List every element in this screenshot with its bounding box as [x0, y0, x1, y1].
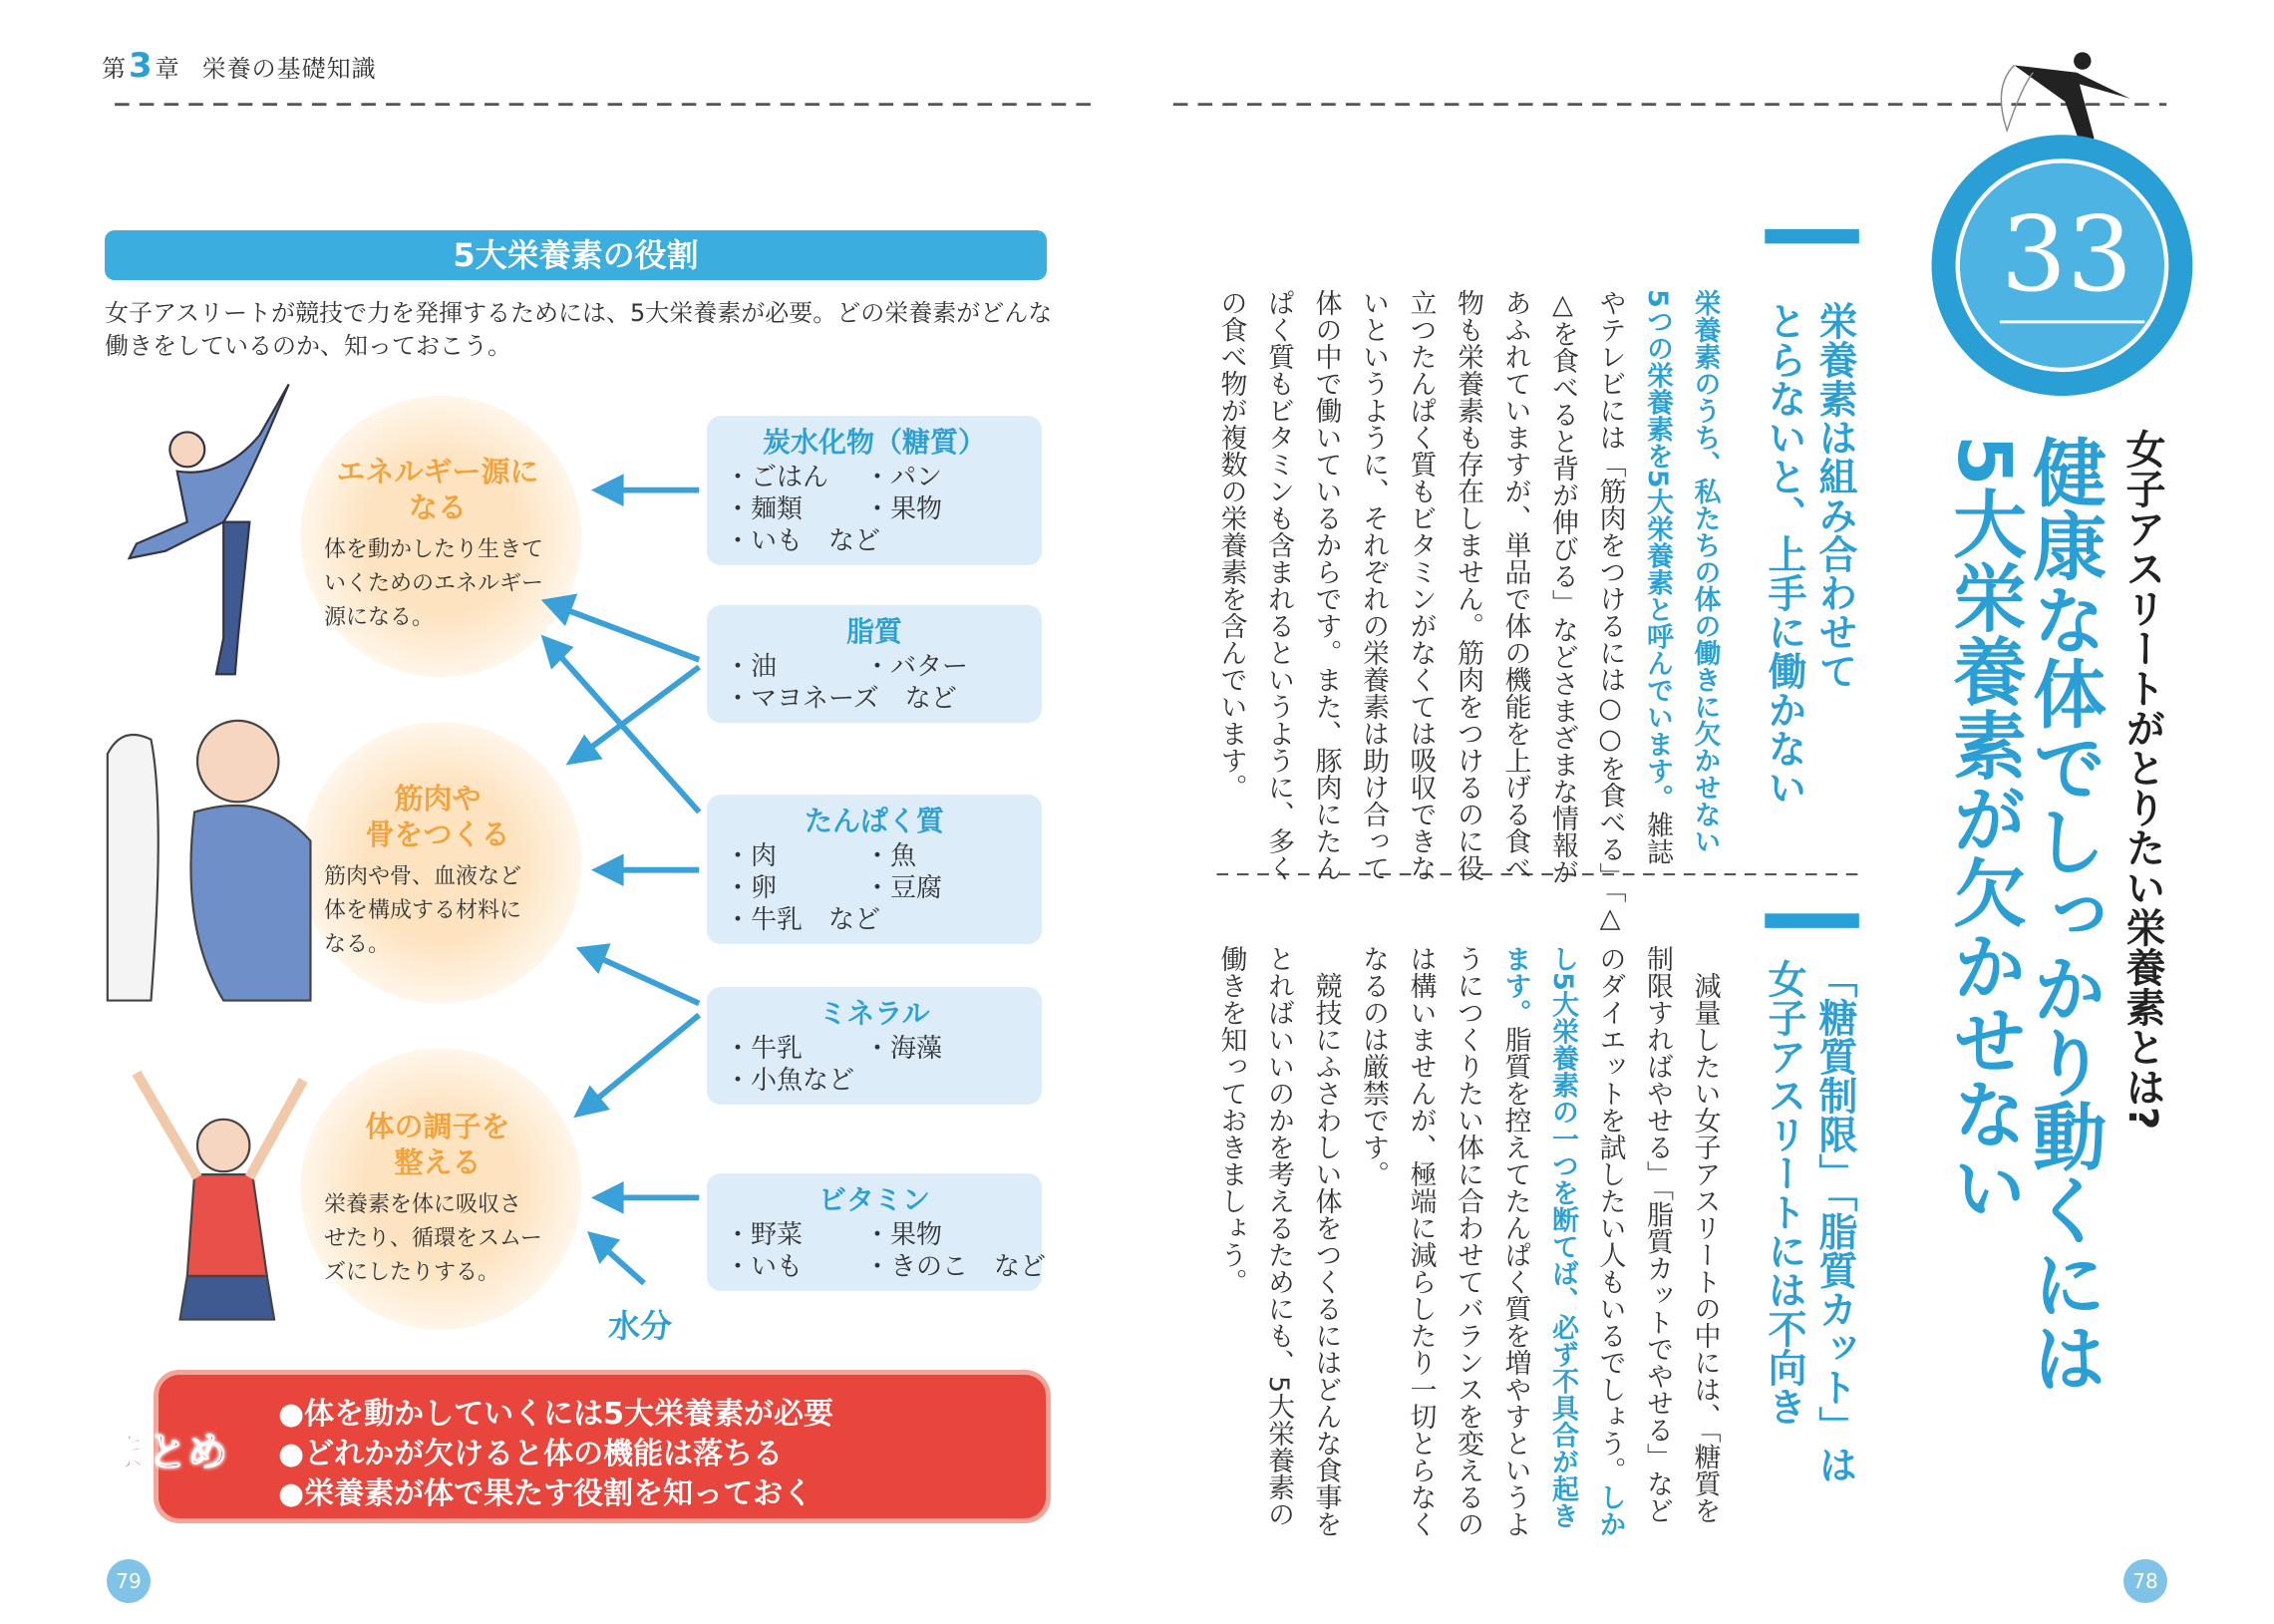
body-text-2 — [1207, 945, 1729, 1537]
page-title-line: 5大栄養素が欠かせない — [1941, 435, 2027, 1224]
role-description-line: いくためのエネルギー — [324, 571, 544, 596]
body-line — [1539, 945, 1587, 1537]
body-text: のダイエットを試したい人もいるでしょう。 — [1594, 945, 1626, 1483]
body-line — [1350, 945, 1398, 1537]
body-line — [1634, 289, 1682, 934]
nutrient-food-row — [725, 462, 1024, 493]
summary-box — [154, 1370, 1051, 1523]
body-line — [1302, 289, 1350, 934]
body-text: 体の中で働いているからです。また、豚肉にたん — [1310, 289, 1342, 881]
food-item: ・いも — [725, 1252, 804, 1282]
food-item: ・マヨネーズ など — [725, 684, 957, 714]
food-item: ・卵 — [725, 873, 778, 903]
nutrient-food-row — [725, 493, 1024, 525]
body-text: あふれていますが、単品で体の機能を上げる食べ — [1499, 289, 1531, 881]
nutrient-food-row — [725, 1065, 1024, 1097]
body-text: 働きを知っておきましょう。 — [1215, 945, 1247, 1295]
heading-bar-1 — [1765, 229, 1859, 244]
role-description-line: 栄養素を体に吸収さ — [324, 1192, 522, 1217]
water-label: 水分 — [608, 1307, 673, 1345]
summary-point: ●どれかが欠けると体の機能は落ちる — [278, 1437, 784, 1471]
body-text: とればいいのかを考えるためにも、5大栄養素の — [1263, 945, 1294, 1528]
body-text-1 — [1207, 289, 1729, 934]
summary-label: まとめ — [108, 1430, 227, 1475]
nutrient-food-row — [725, 683, 1024, 715]
emphasis-text: し5大栄養素の一つを断てば、必ず不具合が起き — [1547, 945, 1578, 1529]
nutrient-name: 炭水化物（糖質） — [762, 426, 986, 459]
body-line — [1207, 945, 1255, 1537]
role-title-line: エネルギー源に — [336, 455, 539, 488]
heading-line: 栄養素は組み合わせて — [1812, 301, 1857, 690]
body-text: なるのは厳禁です。 — [1358, 945, 1389, 1187]
role-title — [318, 781, 557, 852]
body-line — [1350, 289, 1398, 934]
nutrient-box — [707, 605, 1042, 723]
chapter-prefix: 第 — [102, 55, 127, 83]
body-text: 物も栄養素も存在しません。筋肉をつけるのに役 — [1453, 289, 1483, 881]
nutrient-food-row — [725, 1251, 1047, 1283]
body-line — [1491, 945, 1539, 1537]
body-line — [1681, 289, 1729, 934]
summary-point: ●栄養素が体で果たす役割を知っておく — [278, 1476, 813, 1511]
summary-point: ●体を動かしていくには5大栄養素が必要 — [278, 1397, 834, 1432]
body-line — [1586, 289, 1634, 934]
nutrient-name: ビタミン — [817, 1183, 930, 1216]
emphasis-text: 栄養素のうち、私たちの体の働きに欠かせない — [1689, 289, 1721, 854]
body-line — [1255, 945, 1303, 1537]
section-title-bar: 5大栄養素の役割 — [105, 230, 1047, 280]
role-description-line: せたり、循環をスムー — [324, 1226, 542, 1251]
role-description-line: 源になる。 — [324, 605, 435, 630]
body-text: ぱく質もビタミンも含まれるというように、多く — [1263, 289, 1294, 881]
body-line — [1397, 945, 1445, 1537]
body-text: 脂質を控えてたんぱく質を増やすというよ — [1499, 1026, 1531, 1537]
heading-2 — [1759, 959, 1860, 1484]
nutrient-food-row — [725, 904, 1024, 936]
page-title-line: 健康な体でしっかり動くには — [2021, 435, 2107, 1394]
food-item: ・魚 — [864, 841, 917, 871]
food-item: ・牛乳 — [725, 1034, 804, 1064]
food-item: ・いも など — [725, 526, 881, 556]
role-title-line: 整える — [394, 1145, 482, 1179]
nutrient-name: たんぱく質 — [804, 805, 944, 837]
nutrient-box — [707, 1173, 1047, 1291]
role-title-line: 筋肉や — [394, 782, 482, 815]
page-title — [1941, 435, 2107, 1394]
chapter-header — [102, 46, 377, 86]
emphasis-text: 5つの栄養素を5大栄養素と呼んでいます。 — [1642, 289, 1673, 812]
emphasis-text: ます。 — [1499, 945, 1531, 1026]
skater-illustration — [130, 384, 289, 674]
role-title — [318, 454, 557, 525]
nutrient-box — [707, 795, 1042, 944]
chapter-number: 3 — [129, 46, 154, 86]
food-item: ・海藻 — [864, 1034, 943, 1064]
food-item: ・果物 — [864, 1220, 943, 1250]
body-line — [1539, 289, 1587, 934]
body-text: △を食べると背が伸びる」などさまざまな情報が — [1547, 289, 1578, 885]
page-number-left: 79 — [107, 1559, 151, 1603]
food-item: ・ごはん — [725, 463, 829, 492]
body-line — [1681, 945, 1729, 1537]
body-line — [1397, 289, 1445, 934]
nutrient-box — [707, 416, 1042, 565]
food-item: ・バター — [864, 652, 969, 682]
body-text: 立つたんぱく質もビタミンがなくては吸収できな — [1405, 289, 1437, 881]
nutrient-box — [707, 987, 1042, 1105]
role-title-line: なる — [408, 490, 467, 524]
body-text: は構いませんが、極端に減らしたり一切とらなく — [1405, 945, 1437, 1537]
body-line — [1445, 289, 1492, 934]
nutrient-food-row — [725, 1219, 1024, 1251]
role-description-line: ズにしたりする。 — [324, 1260, 500, 1285]
body-line — [1491, 289, 1539, 934]
page-subtitle: 女子アスリートがとりたい栄養素とは? — [2119, 429, 2165, 1131]
intro-text: 女子アスリートが競技で力を発揮するためには、5大栄養素が必要。どの栄養素がどんな働きをしているのか、知っておこう。 — [105, 299, 1053, 360]
cheering-athlete-illustration — [137, 1073, 303, 1319]
food-item: ・野菜 — [725, 1220, 804, 1250]
body-line — [1255, 289, 1303, 934]
heading-1 — [1759, 301, 1860, 807]
body-line — [1302, 945, 1350, 1537]
nutrient-food-row — [725, 651, 1024, 683]
nutrient-name: 脂質 — [845, 615, 902, 648]
body-text: 雑誌 — [1642, 811, 1673, 865]
food-item: ・豆腐 — [864, 873, 943, 903]
body-text: やテレビには「筋肉をつけるには○○を食べる」「△ — [1594, 289, 1626, 934]
chapter-suffix: 章 — [155, 55, 180, 83]
food-item: ・きのこ など — [864, 1252, 1047, 1282]
food-item: ・小魚など — [725, 1066, 855, 1096]
heading-line: 女子アスリートには不向き — [1762, 959, 1806, 1426]
role-description-line: 体を構成する材料に — [324, 898, 522, 923]
chapter-title: 栄養の基礎知識 — [201, 55, 377, 83]
body-line — [1586, 945, 1634, 1537]
body-line — [1634, 945, 1682, 1537]
role-description — [324, 533, 563, 635]
role-title — [318, 1109, 557, 1180]
heading-line: 「糖質制限」「脂質カット」は — [1812, 959, 1857, 1484]
body-text: の食べ物が複数の栄養素を含んでいます。 — [1215, 289, 1247, 801]
body-line — [1445, 945, 1492, 1537]
role-description-line: 筋肉や骨、血液など — [324, 864, 522, 889]
body-text: うにつくりたい体に合わせてバランスを変えるの — [1453, 945, 1483, 1537]
heading-bar-2 — [1765, 913, 1859, 928]
section-number: 33 — [2000, 193, 2133, 315]
role-description-line: なる。 — [324, 932, 391, 957]
body-text: 減量したい女子アスリートの中には、「糖質を — [1689, 945, 1721, 1524]
body-text: 制限すればやせる」「脂質カットでやせる」など — [1642, 945, 1673, 1524]
food-item: ・肉 — [725, 841, 778, 871]
role-description-line: 体を動かしたり生きて — [324, 537, 544, 562]
nutrient-food-row — [725, 525, 1024, 557]
nutrient-food-row — [725, 840, 1024, 872]
emphasis-text: しか — [1594, 1483, 1626, 1537]
food-item: ・パン — [864, 463, 943, 492]
body-text: いというように、それぞれの栄養素は助け合って — [1358, 289, 1389, 881]
nutrient-food-row — [725, 872, 1024, 904]
nutrient-food-row — [725, 1033, 1024, 1065]
food-item: ・麺類 — [725, 494, 804, 524]
food-item: ・油 — [725, 652, 778, 682]
skeleton-athlete-illustration — [108, 721, 311, 1001]
page-number-right: 78 — [2123, 1559, 2167, 1603]
food-item: ・果物 — [864, 494, 943, 524]
role-description — [324, 860, 563, 962]
role-title-line: 体の調子を — [365, 1110, 510, 1143]
food-item: ・牛乳 など — [725, 905, 881, 935]
heading-line: とらないと、上手に働かない — [1762, 301, 1806, 807]
body-text: 競技にふさわしい体をつくるにはどんな食事を — [1310, 945, 1342, 1537]
body-line — [1207, 289, 1255, 934]
nutrient-name: ミネラル — [818, 997, 930, 1030]
role-description — [324, 1188, 563, 1290]
role-title-line: 骨をつくる — [365, 817, 510, 851]
